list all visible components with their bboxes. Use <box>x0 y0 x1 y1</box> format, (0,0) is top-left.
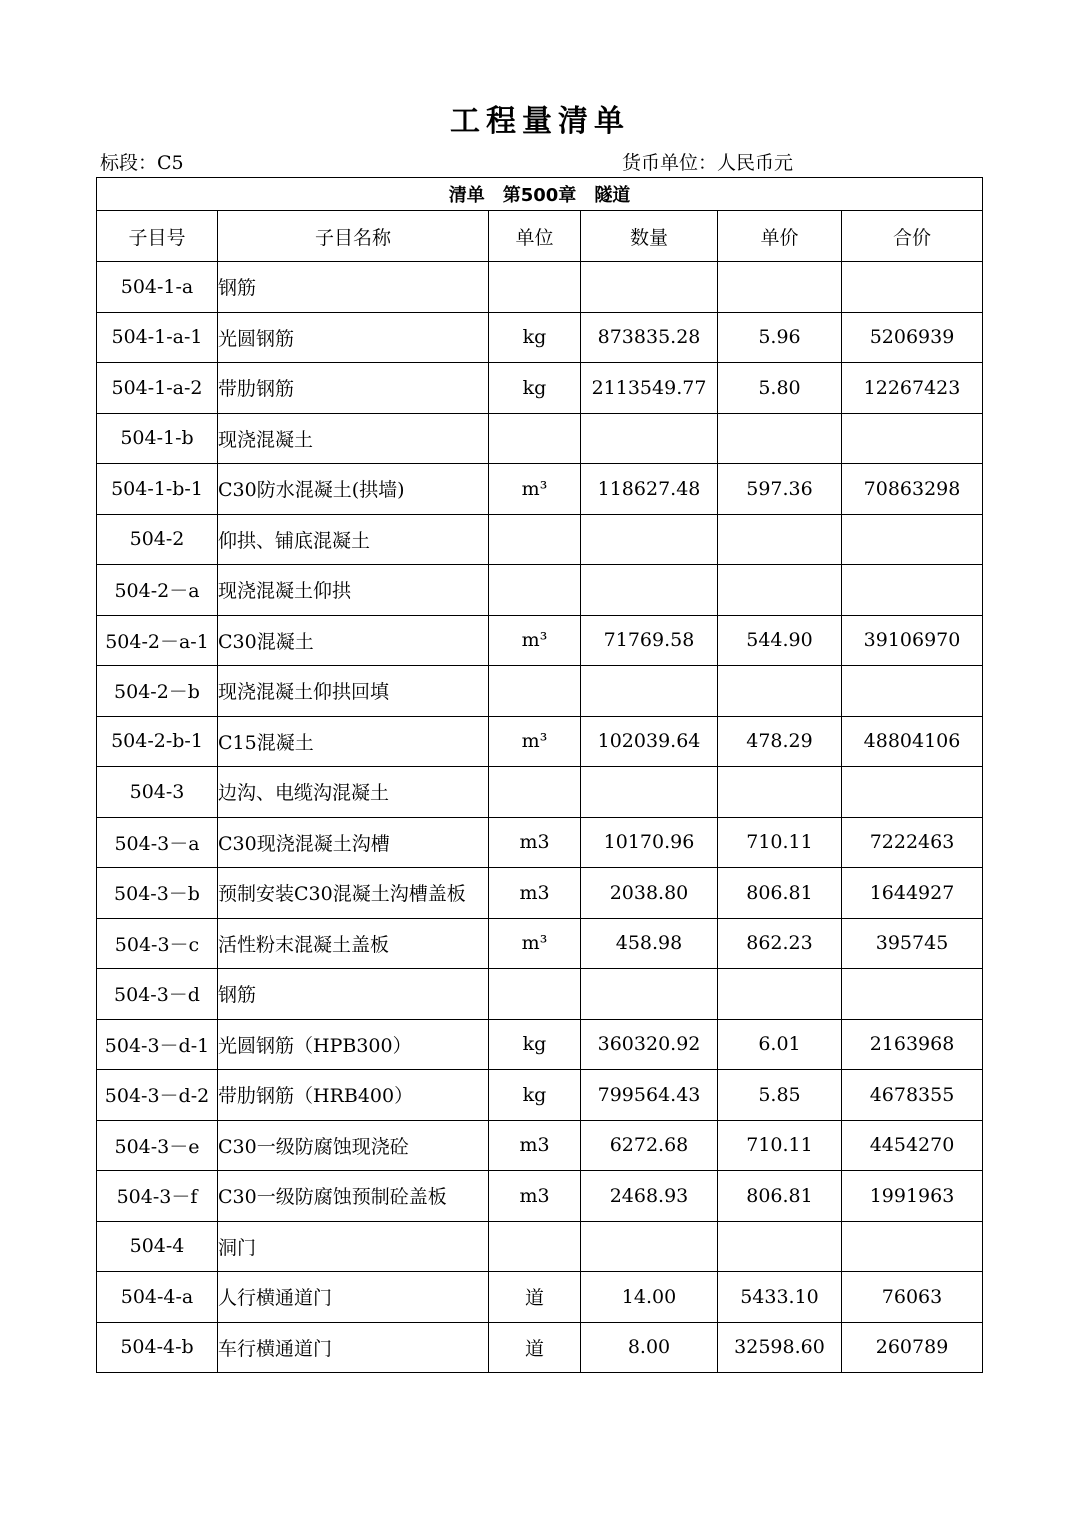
item-unit-cell <box>489 565 581 616</box>
item-unit-price-cell: 710.11 <box>718 1120 842 1171</box>
item-unit-cell: m3 <box>489 817 581 868</box>
item-total-cell: 1644927 <box>842 868 983 919</box>
item-name-cell: 光圆钢筋（HPB300） <box>218 1019 489 1070</box>
column-header-quantity: 数量 <box>581 211 718 262</box>
item-unit-price-cell <box>718 1221 842 1272</box>
item-unit-price-cell: 5.96 <box>718 312 842 363</box>
chapter-header-row <box>97 178 983 211</box>
chapter-header <box>97 178 983 211</box>
table-row <box>97 514 983 565</box>
item-quantity-cell: 118627.48 <box>581 464 718 515</box>
item-unit-cell <box>489 767 581 818</box>
item-unit-cell <box>489 666 581 717</box>
item-name-cell: 带肋钢筋 <box>218 363 489 414</box>
item-total-cell: 4454270 <box>842 1120 983 1171</box>
item-name-cell: 现浇混凝土 <box>218 413 489 464</box>
item-total-cell: 5206939 <box>842 312 983 363</box>
item-unit-price-cell: 5433.10 <box>718 1272 842 1323</box>
item-unit-price-cell: 6.01 <box>718 1019 842 1070</box>
table-row <box>97 1171 983 1222</box>
item-name-cell: 现浇混凝土仰拱回填 <box>218 666 489 717</box>
table-row <box>97 918 983 969</box>
table-row <box>97 767 983 818</box>
item-quantity-cell: 8.00 <box>581 1322 718 1373</box>
item-code-cell: 504-3－d <box>97 969 218 1020</box>
item-unit-price-cell: 478.29 <box>718 716 842 767</box>
item-unit-cell: m³ <box>489 918 581 969</box>
item-quantity-cell <box>581 514 718 565</box>
item-total-cell <box>842 413 983 464</box>
item-unit-price-cell <box>718 413 842 464</box>
item-name-cell: C30一级防腐蚀现浇砼 <box>218 1120 489 1171</box>
table-row <box>97 969 983 1020</box>
column-header-row <box>97 211 983 262</box>
item-unit-price-cell: 710.11 <box>718 817 842 868</box>
item-total-cell <box>842 262 983 313</box>
item-name-cell: C30防水混凝土(拱墙) <box>218 464 489 515</box>
item-unit-cell: m³ <box>489 716 581 767</box>
item-quantity-cell <box>581 1221 718 1272</box>
item-total-cell <box>842 1221 983 1272</box>
item-name-cell: 边沟、电缆沟混凝土 <box>218 767 489 818</box>
column-header-unit-price: 单价 <box>718 211 842 262</box>
item-unit-price-cell: 544.90 <box>718 615 842 666</box>
table-row <box>97 262 983 313</box>
document-title: 工程量清单 <box>450 104 630 139</box>
column-header-code: 子目号 <box>97 211 218 262</box>
item-unit-cell: kg <box>489 312 581 363</box>
item-unit-cell: m3 <box>489 1171 581 1222</box>
column-header-total: 合价 <box>842 211 983 262</box>
item-name-cell: C30现浇混凝土沟槽 <box>218 817 489 868</box>
item-name-cell: 仰拱、铺底混凝土 <box>218 514 489 565</box>
item-quantity-cell <box>581 666 718 717</box>
item-code-cell: 504-2－a <box>97 565 218 616</box>
item-quantity-cell: 360320.92 <box>581 1019 718 1070</box>
bill-of-quantities-table <box>96 177 983 1373</box>
item-unit-price-cell <box>718 514 842 565</box>
item-unit-price-cell: 806.81 <box>718 1171 842 1222</box>
item-name-cell: 人行横通道门 <box>218 1272 489 1323</box>
table-row <box>97 363 983 414</box>
item-name-cell: 钢筋 <box>218 262 489 313</box>
item-total-cell: 2163968 <box>842 1019 983 1070</box>
item-code-cell: 504-3－d-2 <box>97 1070 218 1121</box>
table-row <box>97 1221 983 1272</box>
item-unit-cell: m3 <box>489 868 581 919</box>
item-unit-price-cell: 5.80 <box>718 363 842 414</box>
item-unit-cell <box>489 969 581 1020</box>
table-row <box>97 1070 983 1121</box>
item-name-cell: 光圆钢筋 <box>218 312 489 363</box>
item-code-cell: 504-4-a <box>97 1272 218 1323</box>
item-code-cell: 504-2－b <box>97 666 218 717</box>
item-unit-price-cell <box>718 969 842 1020</box>
table-row <box>97 716 983 767</box>
item-total-cell <box>842 514 983 565</box>
item-total-cell: 4678355 <box>842 1070 983 1121</box>
item-unit-cell: kg <box>489 363 581 414</box>
item-unit-cell <box>489 262 581 313</box>
item-code-cell: 504-3 <box>97 767 218 818</box>
item-unit-cell: 道 <box>489 1322 581 1373</box>
item-name-cell: 活性粉末混凝土盖板 <box>218 918 489 969</box>
item-quantity-cell <box>581 413 718 464</box>
item-quantity-cell <box>581 767 718 818</box>
item-code-cell: 504-3－e <box>97 1120 218 1171</box>
item-unit-price-cell: 597.36 <box>718 464 842 515</box>
item-name-cell: 带肋钢筋（HRB400） <box>218 1070 489 1121</box>
table-row <box>97 464 983 515</box>
item-code-cell: 504-3－a <box>97 817 218 868</box>
item-unit-price-cell: 806.81 <box>718 868 842 919</box>
item-quantity-cell <box>581 262 718 313</box>
item-unit-cell: kg <box>489 1070 581 1121</box>
item-quantity-cell: 6272.68 <box>581 1120 718 1171</box>
table-row <box>97 615 983 666</box>
item-name-cell: 车行横通道门 <box>218 1322 489 1373</box>
item-unit-price-cell <box>718 565 842 616</box>
chapter-prefix: 清单 <box>448 185 485 206</box>
item-unit-cell: kg <box>489 1019 581 1070</box>
item-total-cell <box>842 666 983 717</box>
item-unit-cell: m3 <box>489 1120 581 1171</box>
item-name-cell: 预制安装C30混凝土沟槽盖板 <box>218 868 489 919</box>
item-quantity-cell: 71769.58 <box>581 615 718 666</box>
item-quantity-cell: 799564.43 <box>581 1070 718 1121</box>
item-quantity-cell: 2468.93 <box>581 1171 718 1222</box>
item-name-cell: C30混凝土 <box>218 615 489 666</box>
item-code-cell: 504-3－f <box>97 1171 218 1222</box>
item-name-cell: C30一级防腐蚀预制砼盖板 <box>218 1171 489 1222</box>
item-unit-cell <box>489 514 581 565</box>
item-code-cell: 504-1-b <box>97 413 218 464</box>
item-quantity-cell: 2038.80 <box>581 868 718 919</box>
item-code-cell: 504-3－c <box>97 918 218 969</box>
item-unit-cell <box>489 413 581 464</box>
item-unit-cell: m³ <box>489 464 581 515</box>
item-code-cell: 504-4 <box>97 1221 218 1272</box>
item-name-cell: C15混凝土 <box>218 716 489 767</box>
item-code-cell: 504-2 <box>97 514 218 565</box>
item-total-cell: 39106970 <box>842 615 983 666</box>
table-row <box>97 1120 983 1171</box>
item-code-cell: 504-3－d-1 <box>97 1019 218 1070</box>
item-total-cell: 260789 <box>842 1322 983 1373</box>
item-unit-price-cell: 862.23 <box>718 918 842 969</box>
column-header-name: 子目名称 <box>218 211 489 262</box>
item-code-cell: 504-1-a <box>97 262 218 313</box>
table-row <box>97 1019 983 1070</box>
item-total-cell: 76063 <box>842 1272 983 1323</box>
table-row <box>97 565 983 616</box>
item-total-cell <box>842 767 983 818</box>
item-unit-price-cell <box>718 666 842 717</box>
item-quantity-cell: 10170.96 <box>581 817 718 868</box>
column-header-unit: 单位 <box>489 211 581 262</box>
item-quantity-cell: 2113549.77 <box>581 363 718 414</box>
item-unit-cell: m³ <box>489 615 581 666</box>
item-total-cell: 1991963 <box>842 1171 983 1222</box>
item-name-cell: 洞门 <box>218 1221 489 1272</box>
item-unit-cell <box>489 1221 581 1272</box>
currency-label: 货币单位：人民币元 <box>622 152 794 174</box>
item-total-cell: 7222463 <box>842 817 983 868</box>
table-row <box>97 1322 983 1373</box>
item-name-cell: 钢筋 <box>218 969 489 1020</box>
item-code-cell: 504-1-a-1 <box>97 312 218 363</box>
item-quantity-cell: 458.98 <box>581 918 718 969</box>
table-row <box>97 666 983 717</box>
item-quantity-cell: 102039.64 <box>581 716 718 767</box>
item-code-cell: 504-2-b-1 <box>97 716 218 767</box>
table-row <box>97 868 983 919</box>
item-unit-price-cell <box>718 767 842 818</box>
chapter-name: 隧道 <box>594 185 631 206</box>
item-code-cell: 504-1-a-2 <box>97 363 218 414</box>
item-name-cell: 现浇混凝土仰拱 <box>218 565 489 616</box>
chapter-number: 第500章 <box>502 185 577 206</box>
section-label: 标段：C5 <box>100 152 184 174</box>
item-unit-price-cell: 32598.60 <box>718 1322 842 1373</box>
item-total-cell: 395745 <box>842 918 983 969</box>
item-unit-price-cell: 5.85 <box>718 1070 842 1121</box>
table-row <box>97 1272 983 1323</box>
item-unit-cell: 道 <box>489 1272 581 1323</box>
item-total-cell <box>842 565 983 616</box>
item-total-cell <box>842 969 983 1020</box>
item-quantity-cell <box>581 565 718 616</box>
item-code-cell: 504-2－a-1 <box>97 615 218 666</box>
item-total-cell: 70863298 <box>842 464 983 515</box>
item-total-cell: 48804106 <box>842 716 983 767</box>
table-row <box>97 413 983 464</box>
table-row <box>97 817 983 868</box>
item-quantity-cell: 873835.28 <box>581 312 718 363</box>
item-total-cell: 12267423 <box>842 363 983 414</box>
item-code-cell: 504-3－b <box>97 868 218 919</box>
item-unit-price-cell <box>718 262 842 313</box>
item-code-cell: 504-1-b-1 <box>97 464 218 515</box>
item-quantity-cell: 14.00 <box>581 1272 718 1323</box>
table-row <box>97 312 983 363</box>
item-quantity-cell <box>581 969 718 1020</box>
item-code-cell: 504-4-b <box>97 1322 218 1373</box>
